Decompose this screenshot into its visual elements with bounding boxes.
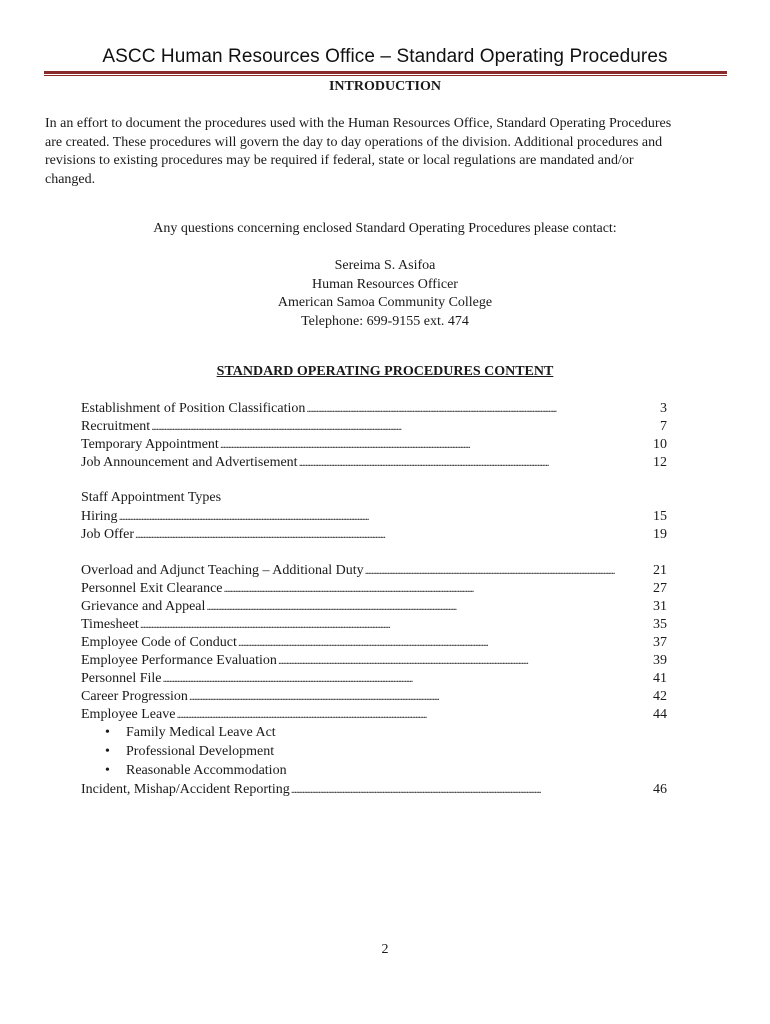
toc-dot-leader (291, 780, 652, 799)
toc-entry-page: 15 (653, 509, 667, 524)
toc-dot-leader (151, 417, 659, 436)
toc-entry-page: 27 (653, 581, 667, 596)
toc-entry-label: Job Announcement and Advertisement (81, 455, 298, 470)
toc-entry[interactable] (81, 780, 667, 798)
toc-entry-label: Employee Code of Conduct (81, 635, 237, 650)
toc-entry-page: 21 (653, 563, 667, 578)
toc-entry[interactable] (81, 417, 667, 435)
toc-dot-leader (224, 579, 652, 598)
header-rule (44, 71, 727, 76)
toc-entry-label: Employee Performance Evaluation (81, 653, 277, 668)
toc-dot-leader (176, 705, 652, 724)
contact-title: Human Resources Officer (312, 276, 458, 292)
toc-dot-leader (238, 633, 652, 652)
toc-entry[interactable] (81, 705, 667, 723)
toc-entry-page: 46 (653, 782, 667, 797)
toc-entry[interactable] (81, 633, 667, 651)
bullet-icon: • (105, 725, 110, 740)
toc-entry-label: Career Progression (81, 689, 188, 704)
leave-bullet-item (81, 742, 667, 761)
leave-bullet-list (81, 723, 667, 780)
toc-entry-page: 10 (653, 437, 667, 452)
toc-entry[interactable] (81, 615, 667, 633)
toc-dot-leader (189, 687, 652, 706)
bullet-icon: • (105, 763, 110, 778)
toc-entry-label: Recruitment (81, 419, 151, 434)
toc-dot-leader (140, 615, 652, 634)
toc-dot-leader (163, 669, 653, 688)
toc-entry-page: 37 (653, 635, 667, 650)
page-number: 2 (381, 942, 389, 957)
toc-entry-page: 3 (660, 401, 667, 416)
bullet-icon: • (105, 744, 110, 759)
leave-bullet-label: Professional Development (126, 744, 275, 759)
leave-bullet-item (81, 723, 667, 742)
toc-entry[interactable] (81, 579, 667, 597)
toc-entry[interactable] (81, 687, 667, 705)
toc-dot-leader (365, 561, 652, 580)
intro-line: In an effort to document the procedures used with the Human Resources Office, Standard Operating Procedures (45, 116, 672, 131)
contact-lead: Any questions concerning enclosed Standard Operating Procedures please contact: (153, 221, 617, 236)
toc-dot-leader (306, 399, 659, 418)
toc-entry-label: Timesheet (81, 617, 139, 632)
contact-telephone: Telephone: 699-9155 ext. 474 (301, 313, 469, 329)
introduction-heading: INTRODUCTION (328, 79, 441, 94)
leave-bullet-item (81, 761, 667, 780)
toc-entry-label: Job Offer (81, 527, 135, 542)
toc-entry-page: 31 (653, 599, 667, 614)
toc-spacer (81, 543, 667, 561)
toc-entry-page: 42 (653, 689, 667, 704)
toc-entry[interactable] (81, 435, 667, 453)
toc-entry[interactable] (81, 399, 667, 417)
toc-dot-leader (135, 525, 652, 544)
leave-bullet-label: Family Medical Leave Act (126, 725, 276, 740)
toc-entry[interactable] (81, 651, 667, 669)
toc-section-heading: Staff Appointment Types (81, 490, 222, 505)
introduction-paragraph (45, 115, 727, 189)
toc-entry-label: Overload and Adjunct Teaching – Additional Duty (81, 563, 364, 578)
toc-dot-leader (206, 597, 652, 616)
contact-organization: American Samoa Community College (277, 295, 493, 310)
toc-entry-page: 44 (653, 707, 667, 722)
toc-entry-page: 39 (653, 653, 667, 668)
contact-block (0, 257, 770, 331)
toc-entry-label: Establishment of Position Classification (81, 401, 306, 416)
toc-heading: STANDARD OPERATING PROCEDURES CONTENT (216, 364, 554, 379)
leave-bullet-label: Reasonable Accommodation (126, 763, 287, 778)
toc-entry-label: Temporary Appointment (81, 437, 219, 452)
header-rule-thin (44, 75, 727, 76)
toc-entry-label: Employee Leave (81, 707, 176, 722)
toc-spacer (81, 471, 667, 489)
toc-dot-leader (220, 435, 652, 454)
toc-entry[interactable] (81, 507, 667, 525)
intro-line: changed. (45, 171, 96, 187)
contact-name: Sereima S. Asifoa (334, 258, 436, 273)
table-of-contents (81, 399, 667, 798)
toc-entry-page: 12 (653, 455, 667, 470)
toc-entry-label: Personnel File (81, 671, 162, 686)
toc-entry[interactable] (81, 669, 667, 687)
toc-entry-label: Personnel Exit Clearance (81, 581, 223, 596)
header-rule-thick (44, 71, 727, 74)
toc-entry-page: 7 (660, 419, 667, 434)
toc-entry[interactable] (81, 525, 667, 543)
toc-dot-leader (299, 453, 652, 472)
intro-line: revisions to existing procedures may be required if federal, state or local regulations are mandated and/or (45, 153, 634, 168)
toc-entry[interactable] (81, 561, 667, 579)
toc-dot-leader (278, 651, 652, 670)
toc-entry-page: 19 (653, 527, 667, 542)
toc-entry[interactable] (81, 453, 667, 471)
page-header-title: ASCC Human Resources Office – Standard Operating Procedures (102, 46, 668, 67)
toc-dot-leader (119, 507, 652, 526)
intro-line: are created. These procedures will govern the day to day operations of the division. Additional procedures and (45, 134, 663, 150)
toc-entry-label: Grievance and Appeal (81, 599, 206, 614)
toc-entry-page: 35 (653, 617, 667, 632)
toc-entry-label: Incident, Mishap/Accident Reporting (81, 782, 290, 797)
toc-entry-page: 41 (653, 671, 667, 686)
toc-entry[interactable] (81, 597, 667, 615)
toc-entry-label: Hiring (81, 509, 118, 524)
